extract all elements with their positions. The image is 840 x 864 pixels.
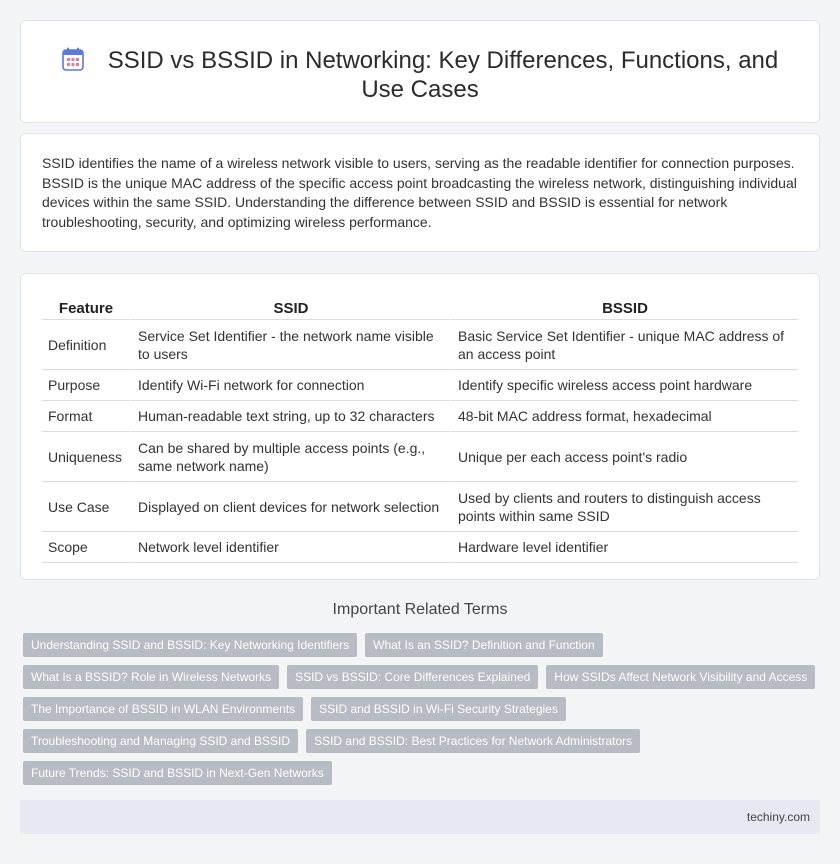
related-term-tag[interactable]: What Is an SSID? Definition and Function: [365, 633, 602, 657]
table-row: [42, 532, 798, 563]
header-bssid: BSSID: [450, 294, 798, 320]
page-title: [61, 46, 779, 104]
related-term-tag[interactable]: How SSIDs Affect Network Visibility and Access: [546, 665, 815, 689]
related-term-tag[interactable]: Troubleshooting and Managing SSID and BSSID: [23, 729, 298, 753]
table-cell: Use Case: [42, 482, 130, 532]
intro-card: [20, 133, 820, 252]
table-cell: Basic Service Set Identifier - unique MAC address of an access point: [450, 320, 798, 370]
comparison-table-card: [20, 273, 820, 580]
calendar-icon: [62, 47, 84, 71]
related-term-tag[interactable]: SSID and BSSID in Wi-Fi Security Strategies: [311, 697, 566, 721]
related-term-tag[interactable]: What Is a BSSID? Role in Wireless Networks: [23, 665, 279, 689]
table-cell: Purpose: [42, 370, 130, 401]
table-row: [42, 482, 798, 532]
table-cell: Human-readable text string, up to 32 characters: [130, 401, 450, 432]
table-cell: Service Set Identifier - the network name visible to users: [130, 320, 450, 370]
table-header-row: [42, 294, 798, 320]
table-cell: Scope: [42, 532, 130, 563]
page-title-text: SSID vs BSSID in Networking: Key Differences, Functions, and Use Cases: [107, 47, 779, 103]
related-term-tag[interactable]: The Importance of BSSID in WLAN Environments: [23, 697, 303, 721]
table-cell: Identify specific wireless access point hardware: [450, 370, 798, 401]
related-terms-heading: Important Related Terms: [332, 601, 508, 618]
intro-paragraph: SSID identifies the name of a wireless network visible to users, serving as the readable identifier for connection purposes. BSSID is the unique MAC address of the specific access point broadcasting the wireless network, distinguishing individual devices within the same SSID. Understanding the difference between SSID and BSSID is essential for network troubleshooting, security, and optimizing wireless performance.: [42, 155, 797, 230]
table-cell: 48-bit MAC address format, hexadecimal: [450, 401, 798, 432]
related-terms-list: [23, 633, 823, 793]
title-card: [20, 20, 820, 123]
table-cell: Identify Wi-Fi network for connection: [130, 370, 450, 401]
table-cell: Unique per each access point's radio: [450, 432, 798, 482]
table-row: [42, 370, 798, 401]
table-row: [42, 432, 798, 482]
table-row: [42, 320, 798, 370]
footer: [20, 800, 820, 834]
comparison-table: [42, 294, 798, 563]
table-row: [42, 401, 798, 432]
header-feature: Feature: [42, 294, 130, 320]
related-term-tag[interactable]: Understanding SSID and BSSID: Key Networking Identifiers: [23, 633, 357, 657]
table-cell: Displayed on client devices for network selection: [130, 482, 450, 532]
related-term-tag[interactable]: SSID vs BSSID: Core Differences Explained: [287, 665, 538, 689]
related-term-tag[interactable]: SSID and BSSID: Best Practices for Network Administrators: [306, 729, 640, 753]
header-ssid: SSID: [130, 294, 450, 320]
table-cell: Network level identifier: [130, 532, 450, 563]
table-cell: Used by clients and routers to distinguish access points within same SSID: [450, 482, 798, 532]
table-cell: Uniqueness: [42, 432, 130, 482]
table-cell: Can be shared by multiple access points (e.g., same network name): [130, 432, 450, 482]
related-term-tag[interactable]: Future Trends: SSID and BSSID in Next-Gen Networks: [23, 761, 332, 785]
footer-site-link[interactable]: techiny.com: [746, 810, 810, 824]
table-cell: Hardware level identifier: [450, 532, 798, 563]
table-cell: Definition: [42, 320, 130, 370]
table-cell: Format: [42, 401, 130, 432]
